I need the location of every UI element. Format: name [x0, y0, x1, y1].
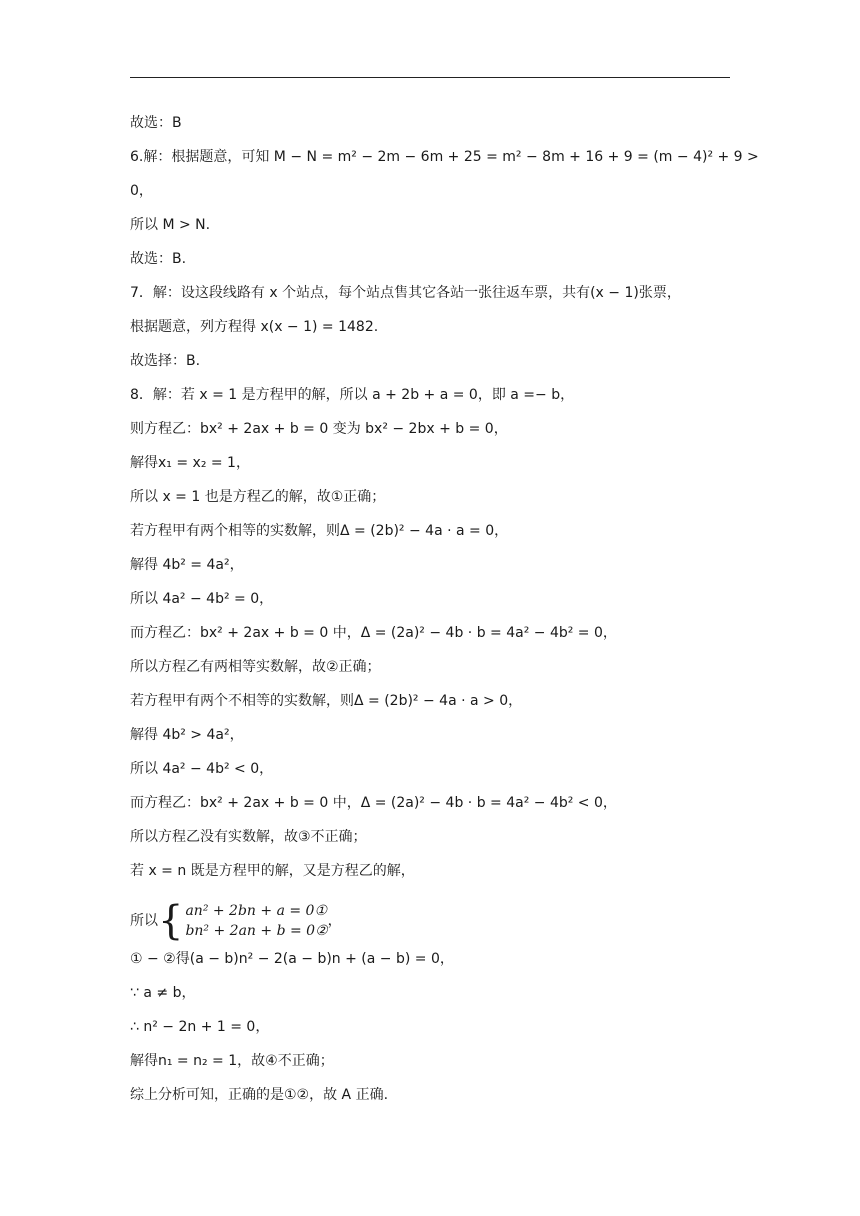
text-line: 若方程甲有两个相等的实数解，则Δ = (2b)² − 4a · a = 0， [130, 523, 509, 539]
system-prefix: 所以 [130, 913, 158, 929]
text-line: 则方程乙：bx² + 2ax + b = 0 变为 bx² − 2bx + b = 0， [130, 421, 508, 437]
text-line: 6.解：根据题意，可知 M − N = m² − 2m − 6m + 25 = m² − 8m + 16 + 9 = (m − 4)² + 9 > [130, 149, 759, 165]
text-line: ∵ a ≠ b， [130, 985, 196, 1001]
text-line: 解得 4b² = 4a²， [130, 557, 244, 573]
text-line: 综上分析可知，正确的是①②，故 A 正确. [130, 1087, 389, 1103]
text-line: ① − ②得(a − b)n² − 2(a − b)n + (a − b) = 0， [130, 951, 454, 967]
text-line: 所以 4a² − 4b² = 0， [130, 591, 274, 607]
text-line: 若方程甲有两个不相等的实数解，则Δ = (2b)² − 4a · a > 0， [130, 693, 523, 709]
left-brace-icon: { [158, 898, 184, 944]
header-rule [130, 77, 730, 78]
text-line: 所以 x = 1 也是方程乙的解，故①正确； [130, 489, 386, 505]
system-eq-2: bn² + 2an + b = 0② [185, 923, 328, 939]
text-line: 所以 M > N. [130, 217, 211, 233]
text-line: 所以 4a² − 4b² < 0， [130, 761, 274, 777]
text-line: 解得n₁ = n₂ = 1，故④不正确； [130, 1053, 334, 1069]
text-line: 所以方程乙没有实数解，故③不正确； [130, 829, 367, 845]
text-line: 所以方程乙有两相等实数解，故②正确； [130, 659, 381, 675]
text-line: 8．解：若 x = 1 是方程甲的解，所以 a + 2b + a = 0，即 a =− b， [130, 387, 575, 403]
text-line: 若 x = n 既是方程甲的解，又是方程乙的解， [130, 863, 415, 879]
system-eq-1: an² + 2bn + a = 0① [185, 903, 328, 919]
system-suffix: ， [327, 913, 342, 929]
equation-system [130, 894, 740, 948]
text-line: 根据题意，列方程得 x(x − 1) = 1482. [130, 319, 379, 335]
text-line: 故选：B. [130, 251, 187, 267]
text-line: 而方程乙：bx² + 2ax + b = 0 中，Δ = (2a)² − 4b · b = 4a² − 4b² = 0， [130, 625, 617, 641]
text-line: 0， [130, 183, 153, 199]
text-line: 故选择：B. [130, 353, 201, 369]
system-brace-group [158, 898, 328, 944]
solution-text [130, 112, 759, 1118]
text-line: 7．解：设这段线路有 x 个站点，每个站点售其它各站一张往返车票，共有(x − 1)张票， [130, 285, 681, 301]
text-line: ∴ n² − 2n + 1 = 0， [130, 1019, 270, 1035]
text-line: 解得x₁ = x₂ = 1， [130, 455, 250, 471]
text-line: 故选：B [130, 115, 182, 131]
text-line: 解得 4b² > 4a²， [130, 727, 244, 743]
text-line: 而方程乙：bx² + 2ax + b = 0 中，Δ = (2a)² − 4b · b = 4a² − 4b² < 0， [130, 795, 617, 811]
system-equations [185, 901, 327, 941]
